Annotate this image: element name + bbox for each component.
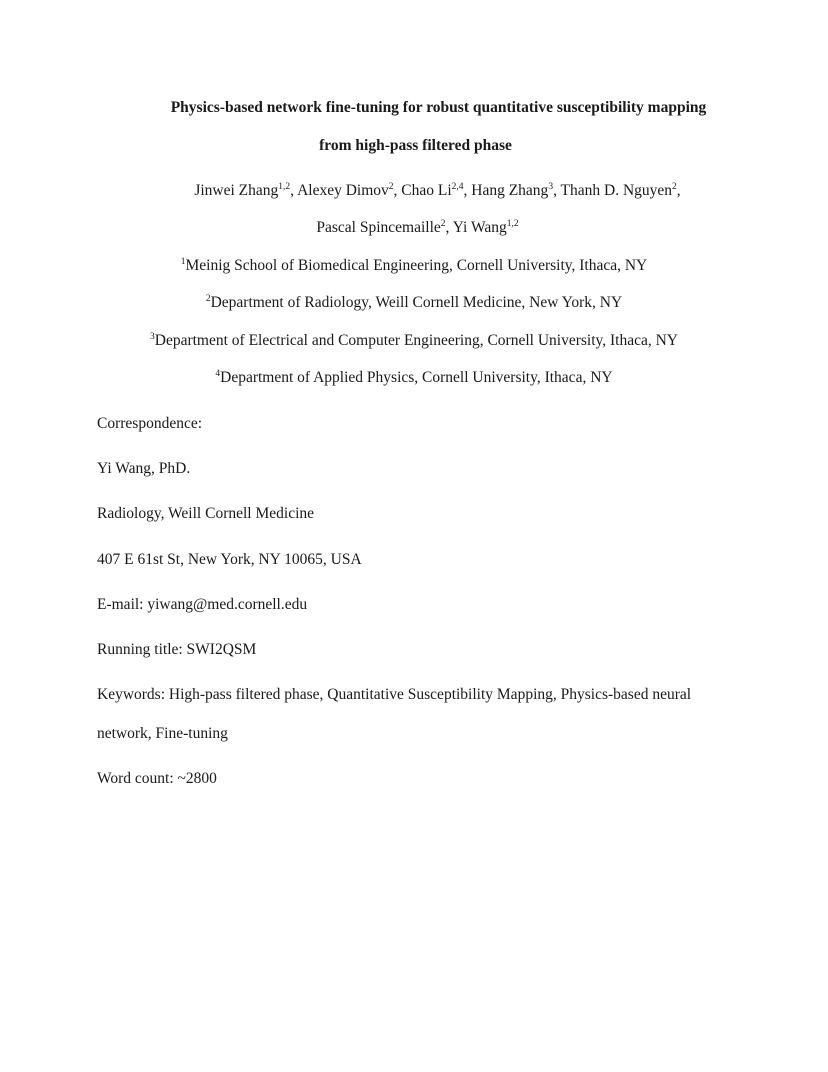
author-name: Yi Wang	[452, 219, 507, 236]
author-name: Thanh D. Nguyen	[560, 182, 673, 199]
author-affiliation-mark: 3	[548, 182, 554, 192]
affiliation-1	[0, 257, 828, 275]
author-separator: ,	[393, 182, 402, 199]
author-separator: ,	[676, 182, 681, 199]
keywords-line-2: network, Fine-tuning	[97, 725, 228, 742]
correspondence-department: Radiology, Weill Cornell Medicine	[97, 505, 315, 522]
author-name: Chao Li	[401, 182, 452, 199]
affiliation-text: Department of Electrical and Computer Engineering, Cornell University, Ithaca, NY	[154, 332, 678, 349]
affiliation-number: 3	[150, 332, 155, 342]
affiliation-4	[0, 369, 828, 387]
author-name: Pascal Spincemaille	[316, 219, 441, 236]
affiliation-text: Department of Radiology, Weill Cornell Medicine, New York, NY	[210, 294, 623, 311]
correspondence-name: Yi Wang, PhD.	[97, 460, 191, 477]
author-separator: ,	[463, 182, 472, 199]
paper-title-line-2: from high-pass filtered phase	[319, 137, 512, 154]
running-title: Running title: SWI2QSM	[97, 641, 257, 658]
affiliation-text: Meinig School of Biomedical Engineering, Cornell University, Ithaca, NY	[185, 257, 648, 274]
author-separator: ,	[290, 182, 298, 199]
author-separator: ,	[445, 219, 453, 236]
affiliation-number: 1	[180, 257, 186, 267]
author-affiliation-mark: 2	[440, 219, 446, 229]
correspondence-heading: Correspondence:	[97, 415, 203, 432]
correspondence-address: 407 E 61st St, New York, NY 10065, USA	[97, 551, 362, 568]
author-list-line-1	[0, 182, 828, 200]
affiliation-number: 2	[205, 294, 211, 304]
affiliation-number: 4	[215, 369, 221, 379]
author-name: Hang Zhang	[471, 182, 549, 199]
author-affiliation-mark: 2,4	[451, 182, 464, 192]
word-count: Word count: ~2800	[97, 770, 217, 787]
affiliation-text: Department of Applied Physics, Cornell University, Ithaca, NY	[220, 369, 613, 386]
affiliation-3	[0, 332, 828, 350]
author-affiliation-mark: 2	[388, 182, 394, 192]
paper-title-line-1: Physics-based network fine-tuning for robust quantitative susceptibility mapping	[170, 99, 707, 116]
author-separator: ,	[553, 182, 561, 199]
author-affiliation-mark: 1,2	[506, 219, 519, 229]
keywords-line-1: Keywords: High-pass filtered phase, Quantitative Susceptibility Mapping, Physics-based neural	[97, 686, 692, 703]
author-affiliation-mark: 1,2	[278, 182, 291, 192]
author-name: Alexey Dimov	[297, 182, 389, 199]
author-affiliation-mark: 2	[672, 182, 677, 192]
correspondence-email: E-mail: yiwang@med.cornell.edu	[97, 596, 308, 613]
affiliation-2	[0, 294, 828, 312]
author-list-line-2	[0, 219, 828, 237]
author-name: Jinwei Zhang	[194, 182, 279, 199]
